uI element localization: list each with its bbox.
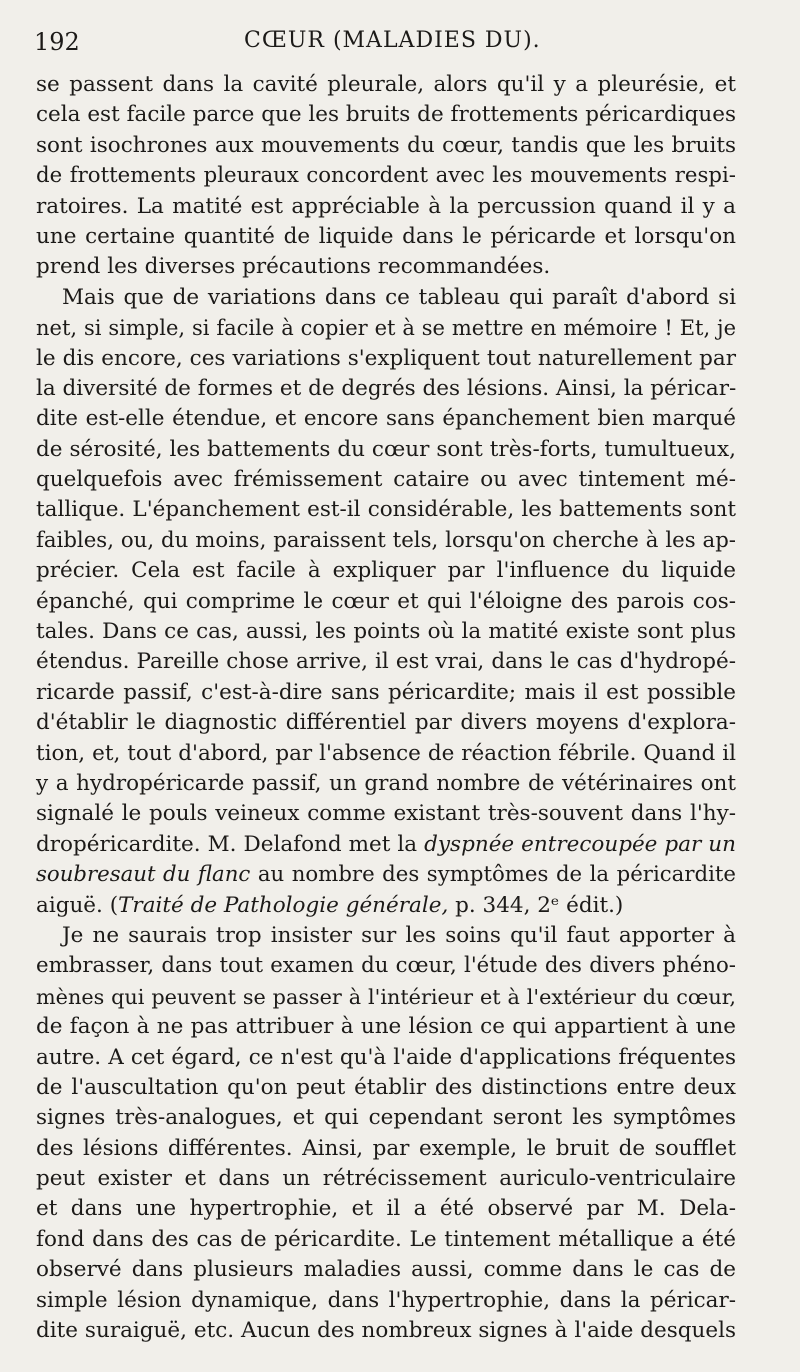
text-line: se passent dans la cavité pleurale, alors qu'il y a pleurésie, et — [36, 72, 736, 97]
text-line: aiguë. (Traité de Pathologie générale, p. 344, 2ᵉ édit.) — [36, 892, 624, 918]
body-text — [36, 70, 736, 1346]
text-line: sont isochrones aux mouvements du cœur, tandis que les bruits — [36, 132, 736, 158]
text-line: mènes qui peuvent se passer à l'intérieur et à l'extérieur du cœur, — [36, 984, 736, 1009]
text-line: fond dans des cas de péricardite. Le tintement métallique a été — [36, 1226, 736, 1252]
text-line: et dans une hypertrophie, et il a été observé par M. Dela- — [36, 1196, 736, 1222]
page-number: 192 — [34, 28, 80, 56]
italic-phrase: soubresaut du flanc — [36, 862, 251, 888]
text-line: peut exister et dans un rétrécissement auriculo-ventriculaire — [36, 1166, 736, 1192]
text-line: autre. A cet égard, ce n'est qu'à l'aide d'applications fréquentes — [36, 1044, 736, 1070]
text-line: soubresaut du flanc au nombre des symptômes de la péricardite — [36, 862, 737, 888]
text-line: simple lésion dynamique, dans l'hypertrophie, dans la péricar- — [36, 1287, 736, 1313]
text-line: une certaine quantité de liquide dans le péricarde et lorsqu'on — [36, 223, 736, 249]
text-line: des lésions différentes. Ainsi, par exemple, le bruit de soufflet — [36, 1135, 736, 1161]
text-line: faibles, ou, du moins, paraissent tels, lorsqu'on cherche à les ap- — [36, 527, 736, 553]
text-line: de l'auscultation qu'on peut établir des distinctions entre deux — [36, 1074, 736, 1100]
text-line: net, si simple, si facile à copier et à se mettre en mémoire ! Et, je — [36, 316, 736, 341]
text-line: la diversité de formes et de degrés des lésions. Ainsi, la péricar- — [36, 375, 737, 401]
text-line: quelquefois avec frémissement cataire ou avec tintement mé- — [36, 467, 736, 493]
page-header — [34, 22, 734, 62]
text-line: tallique. L'épanchement est-il considérable, les battements sont — [36, 497, 736, 523]
running-head: CŒUR (MALADIES DU). — [244, 28, 541, 53]
text-line: dite suraiguë, etc. Aucun des nombreux signes à l'aide desquels — [36, 1318, 736, 1344]
text-line: ricarde passif, c'est-à-dire sans péricardite; mais il est possible — [36, 679, 736, 705]
text-line: tion, et, tout d'abord, par l'absence de réaction fébrile. Quand il — [36, 740, 736, 766]
text-line: dropéricardite. M. Delafond met la dyspnée entrecoupée par un — [36, 831, 736, 857]
text-line: observé dans plusieurs maladies aussi, comme dans le cas de — [36, 1257, 736, 1283]
text-line: signes très-analogues, et qui cependant seront les symptômes — [36, 1105, 736, 1131]
text-line: y a hydropéricarde passif, un grand nombre de vétérinaires ont — [36, 770, 736, 796]
italic-phrase: Traité de Pathologie générale, — [118, 892, 449, 918]
text-line: embrasser, dans tout examen du cœur, l'étude des divers phéno- — [36, 953, 736, 979]
text-line: étendus. Pareille chose arrive, il est vrai, dans le cas d'hydropé- — [36, 649, 736, 675]
text-line: signalé le pouls veineux comme existant très-souvent dans l'hy- — [36, 801, 736, 827]
text-line: Mais que de variations dans ce tableau qui paraît d'abord si — [62, 284, 736, 310]
text-line: prend les diverses précautions recommandées. — [36, 254, 551, 280]
text-line: dite est-elle étendue, et encore sans épanchement bien marqué — [36, 406, 736, 432]
text-line: épanché, qui comprime le cœur et qui l'éloigne des parois cos- — [36, 588, 736, 614]
text-line: ratoires. La matité est appréciable à la percussion quand il y a — [36, 193, 736, 219]
text-line: de frottements pleuraux concordent avec les mouvements respi- — [36, 163, 736, 189]
text-line: précier. Cela est facile à expliquer par l'influence du liquide — [36, 558, 736, 584]
text-line: cela est facile parce que les bruits de frottements péricardiques — [36, 102, 736, 128]
text-line: de sérosité, les battements du cœur sont très-forts, tumultueux, — [36, 436, 736, 462]
text-line: tales. Dans ce cas, aussi, les points où la matité existe sont plus — [36, 619, 736, 645]
text-line: le dis encore, ces variations s'expliquent tout naturellement par — [36, 345, 736, 371]
text-line: Je ne saurais trop insister sur les soins qu'il faut apporter à — [62, 922, 736, 948]
italic-phrase: dyspnée entrecoupée par un — [424, 831, 736, 857]
text-line: d'établir le diagnostic différentiel par divers moyens d'explora- — [36, 710, 736, 736]
text-line: de façon à ne pas attribuer à une lésion ce qui appartient à une — [36, 1014, 736, 1040]
